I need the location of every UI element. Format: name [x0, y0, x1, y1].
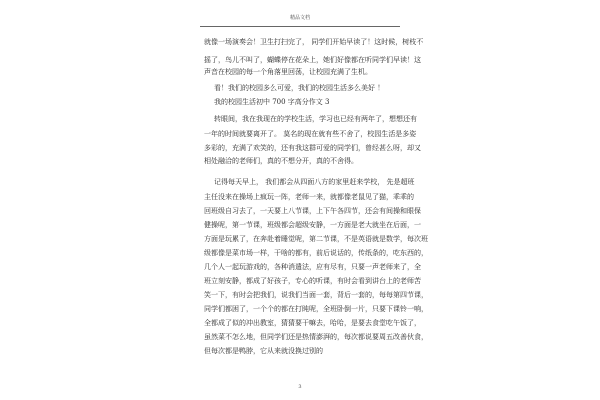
body-line: 就像一场演奏会！卫生打扫完了， 同学们开始早读了！这时候，树枝不 — [204, 38, 424, 46]
body-line: 声音在校园的每一个角落里回荡，让校园充满了生机。 — [204, 68, 372, 76]
page-number: 3 — [298, 384, 302, 390]
body-line: 主任没来在操场上疯玩一阵，老师一来，就都像老鼠见了猫，乖乖的 — [204, 193, 414, 201]
body-line: 班立刻安静，都成了好孩子，专心的听课，有时会看到讲台上的老师苦 — [204, 277, 421, 285]
body-line: 多彩的，充满了欢笑的，还有我这群可爱的同学们，曾经甚么呀，却又 — [204, 144, 421, 152]
body-line: 虽然菜不怎么地，但同学们还是热情澎湃的，每次都说要周五改善伙食， — [204, 333, 428, 341]
body-line: 健操呢，第一节课，班级都会超级安静，一方面是老大就坐在后面，一 — [204, 221, 421, 229]
body-line: 但每次都是鸭脖，它从来就没换过别的 — [204, 347, 323, 355]
body-line: 看！我们的校园多么可爱，我们的校园生活多么美好 ！ — [214, 84, 385, 92]
page-header: 精品文档 — [289, 15, 310, 21]
body-line: 转眼间，我在我现在的学校生活，学习也已经有两年了，想想还有 — [214, 115, 417, 123]
section-title: 我的校园生活初中 700 字高分作文 3 — [214, 98, 330, 106]
body-line: 笑一下，有时会把我们，说我们当面一套，背后一套的，每每第四节课， — [204, 291, 428, 299]
body-line: 方面是玩累了，在奔赴着睡觉呢，第二节课，不是英语就是数学，每次班 — [204, 235, 428, 243]
body-line: 一年的时间就要离开了。 莫名的现在就有些不舍了，校园生活是多姿 — [204, 130, 417, 138]
body-line: 相处融洽的老师们，真的不想分开，真的不舍得。 — [204, 157, 358, 165]
body-line: 几个人一起玩游戏的，各种消遣法，应有尽有，只要一声老师来了，全 — [204, 263, 421, 271]
body-line: 全都成了似的冲出教室，猜猜要干嘛去，哈哈，是要去食堂吃午饭了， — [204, 319, 421, 327]
header-divider — [200, 26, 400, 27]
body-line: 摇了，鸟儿不叫了，蝴蝶停在花朵上，她们好像都在听同学们早读！这 — [204, 56, 421, 64]
body-line: 回班级自习去了，一天要上八节课，上下午各四节，还会有间操和眼保 — [204, 207, 421, 215]
body-line: 级都像是菜市场一样，干啥的都有，前后说话的，传纸条的，吃东西的， — [204, 249, 428, 257]
body-line: 记得每天早上， 我们都会从四面八方的家里赶来学校， 先是超班 — [214, 178, 415, 186]
body-line: 同学们都困了，一个个的都在打盹呢，全班卧倒一片，只要下课铃一响， — [204, 305, 428, 313]
